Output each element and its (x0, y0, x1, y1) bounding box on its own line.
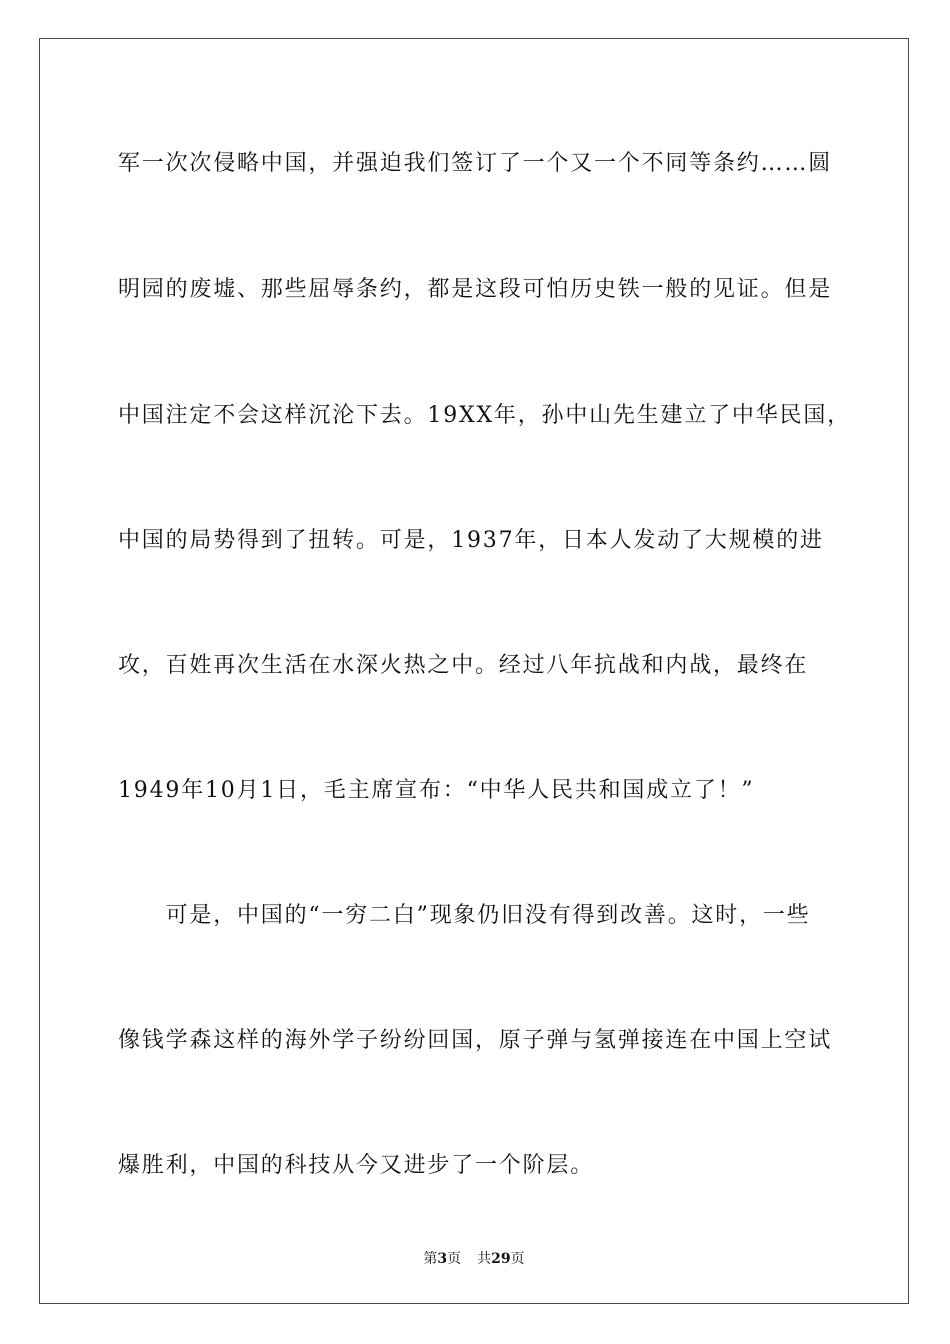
text-line-7: 可是，中国的“一穷二白”现象仍旧没有得到改善。这时，一些 (118, 903, 811, 928)
text-line-2: 明园的废墟、那些屈辱条约，都是这段可怕历史铁一般的见证。但是 (118, 277, 833, 302)
text-line-6: 1949年10月1日，毛主席宣布：“中华人民共和国成立了！” (118, 778, 755, 803)
text-line-8: 像钱学森这样的海外学子纷纷回国，原子弹与氢弹接连在中国上空试 (118, 1028, 833, 1053)
text-line-9: 爆胜利，中国的科技从今又进步了一个阶层。 (118, 1153, 595, 1178)
total-prefix: 共 (477, 1251, 492, 1267)
page-footer (40, 1248, 908, 1268)
text-line-1: 军一次次侵略中国，并强迫我们签订了一个又一个不同等条约……圆 (118, 151, 833, 176)
page-suffix: 页 (447, 1251, 462, 1267)
document-page (39, 38, 909, 1304)
page-number: 3 (437, 1251, 448, 1267)
page-prefix: 第 (423, 1251, 438, 1267)
text-line-5: 攻，百姓再次生活在水深火热之中。经过八年抗战和内战，最终在 (118, 653, 809, 678)
text-line-4: 中国的局势得到了扭转。可是，1937年，日本人发动了大规模的进 (118, 528, 824, 553)
total-pages: 29 (491, 1251, 511, 1267)
total-suffix: 页 (510, 1251, 525, 1267)
text-line-3: 中国注定不会这样沉沦下去。19XX年，孙中山先生建立了中华民国， (118, 403, 851, 428)
